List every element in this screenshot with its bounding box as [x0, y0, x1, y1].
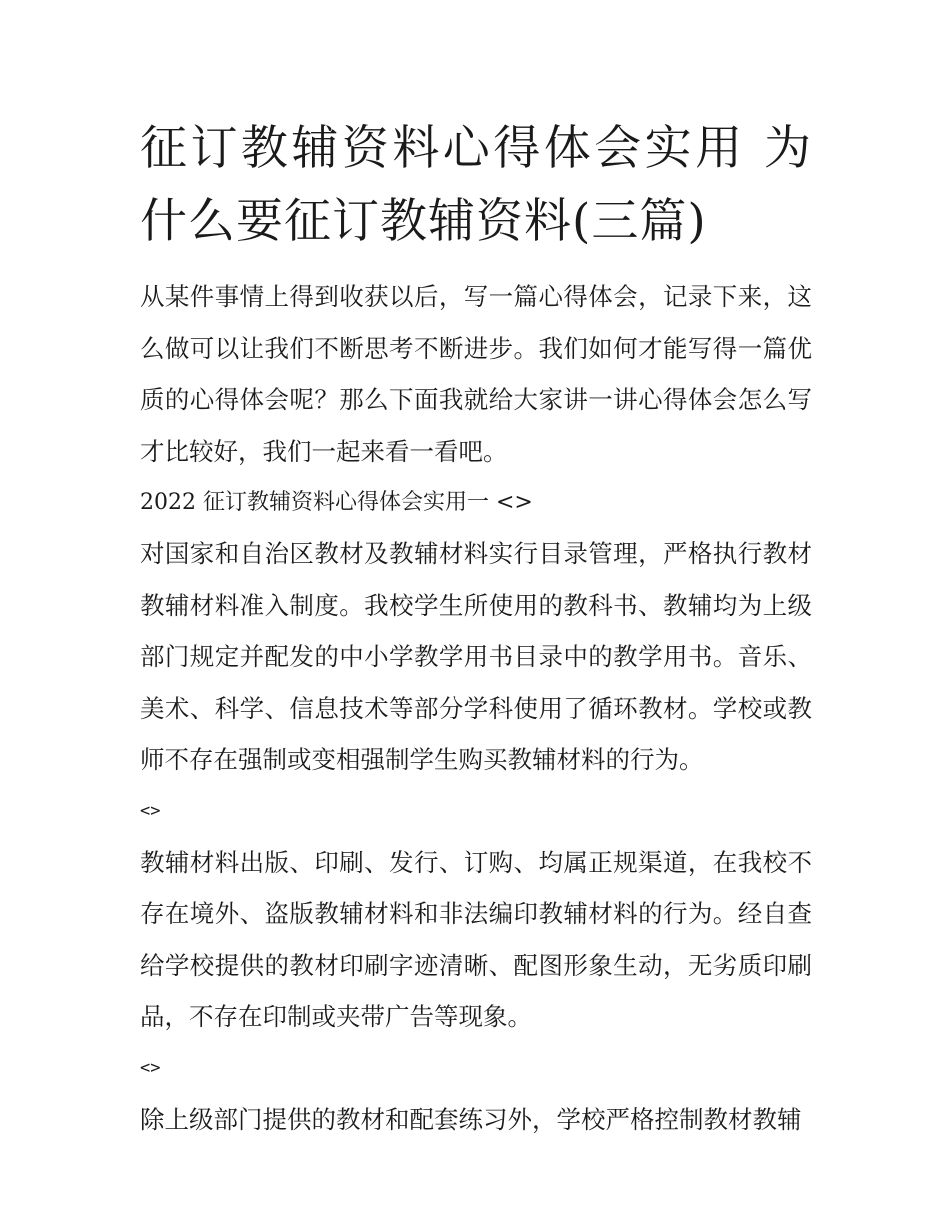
section-heading: 2022 征订教辅资料心得体会实用一 <>: [140, 490, 533, 515]
placeholder-marker-1: <>: [140, 800, 161, 821]
body-paragraph-3: 除上级部门提供的教材和配套练习外，学校严格控制教材教辅: [140, 1104, 802, 1134]
body-paragraph-2: 教辅材料出版、印刷、发行、订购、均属正规渠道，在我校不存在境外、盗版教辅材料和非法编印教辅材料的行为。经自查给学校提供的教材印刷字迹清晰、配图形象生动，无劣质印刷品，不存在印制或夹带广告等现象。: [140, 847, 812, 1031]
body-paragraph-1: 对国家和自治区教材及教辅材料实行目录管理，严格执行教材教辅材料准入制度。我校学生所使用的教科书、教辅均为上级部门规定并配发的中小学教学用书目录中的教学用书。音乐、美术、科学、信息技术等部分学科使用了循环教材。学校或教师不存在强制或变相强制学生购买教辅材料的行为。: [140, 539, 812, 774]
document-body: [140, 112, 812, 1145]
intro-paragraph: 从某件事情上得到收获以后，写一篇心得体会，记录下来，这么做可以让我们不断思考不断进步。我们如何才能写得一篇优质的心得体会呢？那么下面我就给大家讲一讲心得体会怎么写才比较好，我们一起来看一看吧。: [140, 282, 812, 466]
placeholder-marker-2: <>: [140, 1057, 161, 1078]
document-title: 征订教辅资料心得体会实用 为什么要征订教辅资料(三篇): [140, 121, 812, 249]
